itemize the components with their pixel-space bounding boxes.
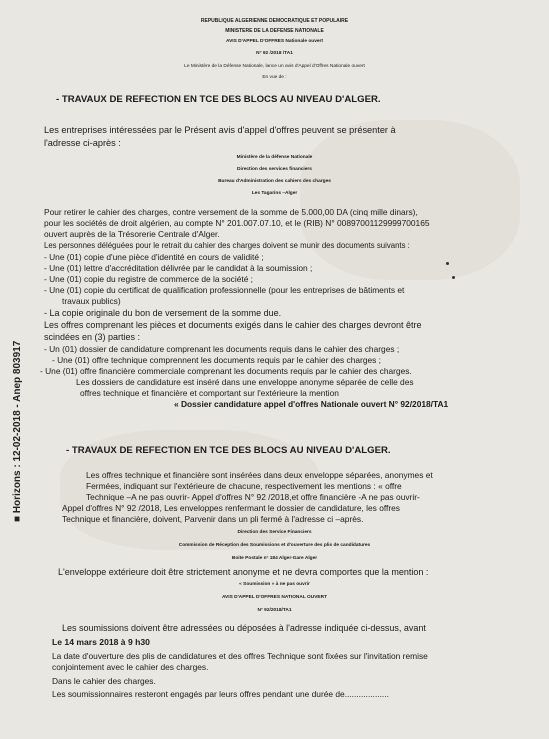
paragraph-line: Les soumissionnaires resteront engagés par leurs offres pendant une durée de................... <box>52 689 389 699</box>
direction-service-financiers: Direction des Service Financiers <box>237 530 312 535</box>
intro-line: Le Ministère de la Défense Nationale, lance un avis d'Appel d'Offres Nationale ouvert <box>184 64 365 69</box>
commission-heading: Commission de Réception des Soumissions et d'ouverture des plis de candidatures <box>178 543 371 548</box>
paragraph-line: Pour retirer le cahier des charges, contre versement de la somme de 5.000,00 DA (cinq mille dinars), <box>44 207 418 217</box>
paragraph-line: pour les sociétés de droit algérien, au compte N° 201.007.07.10, et le (RIB) N° 00897001129999700165 <box>44 218 430 228</box>
list-item: - Une (01) copie d'une pièce d'identité en cours de validité ; <box>44 252 264 262</box>
paragraph-line: Appel d'offres N° 92 /2018, Les enveloppes renfermant le dossier de candidature, les offres <box>62 503 400 513</box>
paragraph-line: Technique et financière, doivent, Parvenir dans un pli fermé à l'adresse ci –après. <box>62 514 364 524</box>
paragraph-line: Dans le cahier des charges. <box>52 676 156 686</box>
paragraph-line: Fermées, indiquant sur l'extérieure de chacune, respectivement les mentions : « offre <box>86 481 402 491</box>
side-caption: ■ Horizons : 12-02-2018 - Anep 803917 <box>12 340 23 522</box>
side-caption-box <box>4 226 23 522</box>
paragraph-line: conjointement avec le cahier des charges. <box>52 662 209 672</box>
paragraph-line: La date d'ouverture des plis de candidatures et des offres Technique sont fixées sur l'invitation remise <box>52 651 428 661</box>
paragraph-line: offres technique et financière et comportant sur l'extérieure la mention <box>80 388 339 398</box>
address-ministry: Ministère de la défense Nationale <box>236 155 313 160</box>
postal-box: Boite Postale n° 184 Alger-Gare Alger <box>231 556 318 561</box>
ink-dot <box>452 276 455 279</box>
list-item: - La copie originale du bon de versement de la somme due. <box>44 308 282 318</box>
paragraph-line: scindées en (3) parties : <box>44 332 141 342</box>
paragraph-line: Les offres technique et financière sont insérées dans deux enveloppe séparées, anonymes et <box>86 470 433 480</box>
notice-title-repeat: AVIS D'APPEL D'OFFRES NATIONAL OUVERT <box>221 595 328 600</box>
notice-number-repeat: N° 92/2018/TA1 <box>257 608 292 613</box>
ink-dot <box>446 262 449 265</box>
list-item: - Un (01) dossier de candidature comprenant les documents requis dans le cahier des charges ; <box>44 344 400 354</box>
paragraph-line: l'adresse ci-après : <box>44 138 121 148</box>
list-item: - Une (01) offre technique comprennent les documents requis par le cahier des charges ; <box>52 355 381 365</box>
list-item: - Une (01) offre financière commerciale comprenant les documents requis par le cahier des charges. <box>40 366 412 376</box>
address-tagarins: Les Tagarins –Alger <box>251 191 298 196</box>
paragraph-line: Les personnes déléguées pour le retrait du cahier des charges doivent se munir des documents suivants : <box>44 241 410 250</box>
paper-stain <box>300 120 520 280</box>
paragraph-line: Les offres comprenant les pièces et documents exigés dans le cahier des charges devront être <box>44 320 422 330</box>
notice-title: AVIS D'APPEL D'OFFRES Nationale ouvert <box>226 39 323 44</box>
paragraph-line: L'enveloppe extérieure doit être strictement anonyme et ne devra comportes que la mention : <box>58 567 429 577</box>
republic-heading: REPUBLIQUE ALGERIENNE DEMOCRATIQUE ET POPULAIRE <box>200 18 349 24</box>
paragraph-line: Les dossiers de candidature est inséré dans une enveloppe anonyme séparée de celle des <box>76 377 414 387</box>
paragraph-line: ouvert auprès de la Trésorerie Centrale d'Alger. <box>44 229 220 239</box>
deadline: Le 14 mars 2018 à 9 h30 <box>52 637 150 647</box>
list-item: - Une (01) copie du certificat de qualification professionnelle (pour les entreprises de bâtiments et <box>44 285 405 295</box>
notice-number: N° 92 /2018 /TA1 <box>256 51 293 56</box>
dossier-mention: « Dossier candidature appel d'offres Nationale ouvert N° 92/2018/TA1 <box>174 399 449 409</box>
paragraph-line: Les soumissions doivent être adressées ou déposées à l'adresse indiquée ci-dessus, avant <box>62 623 426 633</box>
works-title-2: - TRAVAUX DE REFECTION EN TCE DES BLOCS AU NIVEAU D'ALGER. <box>66 445 391 456</box>
paragraph-line: Technique –A ne pas ouvrir- Appel d'offres N° 92 /2018,et offre financière -A ne pas ouvrir- <box>86 492 420 502</box>
list-item: - Une (01) copie du registre de commerce de la société ; <box>44 274 254 284</box>
in-view-of: En vue de : <box>262 75 287 80</box>
address-bureau: Bureau d'Administration des cahiers des charges <box>218 179 331 184</box>
address-direction: Direction des services financiers <box>237 167 312 172</box>
list-item-continued: travaux publics) <box>62 296 121 306</box>
soumission-mention: « Soumission » à ne pas ouvrir <box>239 582 310 587</box>
list-item: - Une (01) lettre d'accréditation délivrée par le candidat à la soumission ; <box>44 263 313 273</box>
works-title-1: - TRAVAUX DE REFECTION EN TCE DES BLOCS AU NIVEAU D'ALGER. <box>56 94 381 105</box>
paragraph-line: Les entreprises intéressées par le Présent avis d'appel d'offres peuvent se présenter à <box>44 125 396 135</box>
ministry-heading: MINISTERE DE LA DEFENSE NATIONALE <box>225 28 324 34</box>
